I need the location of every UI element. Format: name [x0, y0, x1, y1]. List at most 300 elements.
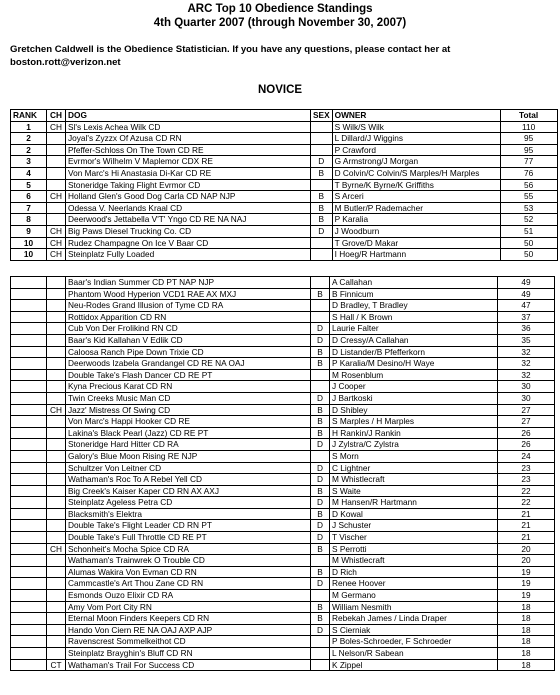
total-cell: 95 [500, 133, 557, 145]
total-cell: 30 [498, 381, 555, 393]
total-cell: 32 [498, 369, 555, 381]
rank-cell [11, 659, 47, 671]
table-row [11, 590, 555, 602]
owner-cell: G Armstrong/J Morgan [332, 156, 500, 168]
total-cell: 18 [498, 648, 555, 660]
ch-cell [47, 300, 66, 312]
rank-cell [11, 520, 47, 532]
rank-cell [11, 508, 47, 520]
sex-cell: B [311, 346, 330, 358]
rank-cell: 7 [11, 202, 47, 214]
owner-cell: D Listander/B Pfefferkorn [330, 346, 498, 358]
sex-cell [311, 648, 330, 660]
total-cell: 18 [498, 636, 555, 648]
rank-cell: 10 [11, 237, 47, 249]
owner-cell: J Cooper [330, 381, 498, 393]
ch-cell [47, 167, 66, 179]
table-row [11, 520, 555, 532]
owner-cell: B Finnicum [330, 288, 498, 300]
table-row [11, 543, 555, 555]
rank-cell: 2 [11, 133, 47, 145]
rank-cell [11, 601, 47, 613]
rank-cell [11, 311, 47, 323]
dog-cell: Steinplatz Ageless Petra CD [66, 497, 311, 509]
rank-cell [11, 288, 47, 300]
sex-cell: B [311, 191, 333, 203]
owner-cell: T Byrne/K Byrne/K Griffiths [332, 179, 500, 191]
owner-cell: Rebekah James / Linda Draper [330, 613, 498, 625]
total-cell: 20 [498, 555, 555, 567]
sex-cell: B [311, 485, 330, 497]
sex-cell: D [311, 334, 330, 346]
table-row [11, 659, 555, 671]
sex-cell: B [311, 613, 330, 625]
ch-cell [47, 381, 66, 393]
rank-cell [11, 497, 47, 509]
rank-cell [11, 648, 47, 660]
ch-cell [47, 648, 66, 660]
sex-cell: B [311, 202, 333, 214]
owner-cell: J Schuster [330, 520, 498, 532]
dog-cell: Amy Vom Port City RN [66, 601, 311, 613]
sex-cell [311, 369, 330, 381]
rank-cell [11, 369, 47, 381]
total-cell: 26 [498, 439, 555, 451]
sex-cell: B [311, 167, 333, 179]
table-row [11, 214, 558, 226]
dog-cell: Eternal Moon Finders Keepers CD RN [66, 613, 311, 625]
total-cell: 47 [498, 300, 555, 312]
table-row [11, 277, 555, 289]
sex-cell: B [311, 427, 330, 439]
sex-cell [311, 133, 333, 145]
sex-cell [311, 237, 333, 249]
rank-cell [11, 485, 47, 497]
dog-cell: Rudez Champagne On Ice V Baar CD [66, 237, 311, 249]
rank-cell: 3 [11, 156, 47, 168]
dog-cell: Sl's Lexis Achea Wilk CD [66, 121, 311, 133]
ch-cell: CH [47, 543, 66, 555]
dog-cell: Galory's Blue Moon Rising RE NJP [66, 450, 311, 462]
ch-cell [47, 334, 66, 346]
dog-cell: Blacksmith's Elektra [66, 508, 311, 520]
dog-cell: Phantom Wood Hyperion VCD1 RAE AX MXJ [66, 288, 311, 300]
sex-cell [311, 249, 333, 261]
table-row [11, 249, 558, 261]
ch-cell [47, 613, 66, 625]
total-cell: 50 [500, 237, 557, 249]
table-row [11, 334, 555, 346]
dog-cell: Twin Creeks Music Man CD [66, 392, 311, 404]
top-standings-table [10, 109, 558, 261]
total-cell: 21 [498, 520, 555, 532]
sex-cell: D [311, 532, 330, 544]
total-cell: 49 [498, 288, 555, 300]
owner-cell: T Grove/D Makar [332, 237, 500, 249]
rank-cell [11, 404, 47, 416]
owner-cell: D Shibley [330, 404, 498, 416]
sex-cell [311, 450, 330, 462]
dog-cell: Neu-Rodes Grand Illusion of Tyme CD RA [66, 300, 311, 312]
dog-cell: Big Creek's Kaiser Kaper CD RN AX AXJ [66, 485, 311, 497]
ch-cell [47, 277, 66, 289]
total-cell: 19 [498, 566, 555, 578]
owner-cell: S Waite [330, 485, 498, 497]
rank-cell [11, 300, 47, 312]
table-row [11, 323, 555, 335]
sex-cell [311, 311, 330, 323]
rank-cell: 4 [11, 167, 47, 179]
table-row [11, 133, 558, 145]
sex-cell: D [311, 497, 330, 509]
rank-cell [11, 346, 47, 358]
dog-cell: Double Take's Full Throttle CD RE PT [66, 532, 311, 544]
table-row [11, 202, 558, 214]
rank-cell [11, 450, 47, 462]
owner-cell: D Bradley, T Bradley [330, 300, 498, 312]
dog-cell: Stoneridge Taking Flight Evrmor CD [66, 179, 311, 191]
dog-cell: Pfeffer-Schloss On The Town CD RE [66, 144, 311, 156]
sex-cell: D [311, 474, 330, 486]
other-standings-table [10, 276, 555, 671]
owner-cell: K Zippel [330, 659, 498, 671]
table-row [11, 288, 555, 300]
dog-cell: Schonheit's Mocha Spice CD RA [66, 543, 311, 555]
ch-cell [47, 520, 66, 532]
total-cell: 21 [498, 508, 555, 520]
dog-cell: Stoneridge Hard Hitter CD RA [66, 439, 311, 451]
sex-cell: B [311, 404, 330, 416]
total-cell: 95 [500, 144, 557, 156]
total-cell: 22 [498, 485, 555, 497]
ch-cell [47, 323, 66, 335]
owner-cell: Renee Hoover [330, 578, 498, 590]
total-cell: 30 [498, 392, 555, 404]
col-owner-header: OWNER [332, 110, 500, 122]
table-row [11, 121, 558, 133]
total-cell: 110 [500, 121, 557, 133]
ch-cell [47, 358, 66, 370]
ch-cell: CH [47, 237, 66, 249]
rank-cell [11, 543, 47, 555]
owner-cell: M Germano [330, 590, 498, 602]
owner-cell: S Arceri [332, 191, 500, 203]
ch-cell: CT [47, 659, 66, 671]
owner-cell: M Whistlecraft [330, 555, 498, 567]
table-row [11, 508, 555, 520]
total-cell: 23 [498, 474, 555, 486]
rank-cell [11, 590, 47, 602]
owner-cell: J Bartkoski [330, 392, 498, 404]
total-cell: 27 [498, 416, 555, 428]
rank-cell [11, 636, 47, 648]
total-cell: 32 [498, 358, 555, 370]
owner-cell: D Cressy/A Callahan [330, 334, 498, 346]
owner-cell: Laurie Falter [330, 323, 498, 335]
rank-cell [11, 439, 47, 451]
dog-cell: Cammcastle's Art Thou Zane CD RN [66, 578, 311, 590]
owner-cell: M Butler/P Rademacher [332, 202, 500, 214]
table-header-row [11, 110, 558, 122]
total-cell: 52 [500, 214, 557, 226]
owner-cell: P Karalia [332, 214, 500, 226]
ch-cell: CH [47, 225, 66, 237]
table-row [11, 450, 555, 462]
ch-cell [47, 474, 66, 486]
sex-cell [311, 300, 330, 312]
sex-cell [311, 179, 333, 191]
dog-cell: Von Marc's Happi Hooker CD RE [66, 416, 311, 428]
rank-cell [11, 578, 47, 590]
owner-cell: D Colvin/C Colvin/S Marples/H Marples [332, 167, 500, 179]
ch-cell [47, 508, 66, 520]
table-row [11, 532, 555, 544]
dog-cell: Deerwoods Izabela Grandangel CD RE NA OAJ [66, 358, 311, 370]
dog-cell: Von Marc's Hi Anastasia Di-Kar CD RE [66, 167, 311, 179]
owner-cell: M Hansen/R Hartmann [330, 497, 498, 509]
ch-cell [47, 392, 66, 404]
table-row [11, 624, 555, 636]
dog-cell: Joyal's Zyzzx Of Azusa CD RN [66, 133, 311, 145]
dog-cell: Rottidox Apparition CD RN [66, 311, 311, 323]
total-cell: 35 [498, 334, 555, 346]
total-cell: 27 [498, 404, 555, 416]
table-row [11, 369, 555, 381]
owner-cell: William Nesmith [330, 601, 498, 613]
sex-cell: B [311, 601, 330, 613]
dog-cell: Deerwood's Jettabella V'T' Yngo CD RE NA NAJ [66, 214, 311, 226]
owner-cell: M Rosenblum [330, 369, 498, 381]
dog-cell: Cub Von Der Frolikind RN CD [66, 323, 311, 335]
table-row [11, 381, 555, 393]
sex-cell: B [311, 508, 330, 520]
owner-cell: A Callahan [330, 277, 498, 289]
rank-cell [11, 392, 47, 404]
table-row [11, 636, 555, 648]
table-row [11, 555, 555, 567]
dog-cell: Big Paws Diesel Trucking Co. CD [66, 225, 311, 237]
rank-cell: 1 [11, 121, 47, 133]
owner-cell: J Woodburn [332, 225, 500, 237]
sex-cell: D [311, 520, 330, 532]
total-cell: 49 [498, 277, 555, 289]
rank-cell: 5 [11, 179, 47, 191]
rank-cell: 8 [11, 214, 47, 226]
table-row [11, 237, 558, 249]
sex-cell: D [311, 156, 333, 168]
owner-cell: J Zylstra/C Zylstra [330, 439, 498, 451]
rank-cell [11, 416, 47, 428]
ch-cell [47, 636, 66, 648]
table-row [11, 191, 558, 203]
sex-cell [311, 144, 333, 156]
sex-cell [311, 121, 333, 133]
dog-cell: Steinplatz Brayghin's Bluff CD RN [66, 648, 311, 660]
sex-cell [311, 590, 330, 602]
owner-cell: D Kowal [330, 508, 498, 520]
ch-cell [47, 590, 66, 602]
total-cell: 56 [500, 179, 557, 191]
rank-cell [11, 532, 47, 544]
ch-cell: CH [47, 191, 66, 203]
dog-cell: Caloosa Ranch Pipe Down Trixie CD [66, 346, 311, 358]
sex-cell [311, 555, 330, 567]
table-row [11, 474, 555, 486]
ch-cell [47, 416, 66, 428]
total-cell: 77 [500, 156, 557, 168]
rank-cell [11, 427, 47, 439]
sex-cell: B [311, 416, 330, 428]
dog-cell: Double Take's Flash Dancer CD RE PT [66, 369, 311, 381]
sex-cell: B [311, 288, 330, 300]
table-row [11, 427, 555, 439]
rank-cell: 10 [11, 249, 47, 261]
total-cell: 23 [498, 462, 555, 474]
sex-cell [311, 636, 330, 648]
total-cell: 50 [500, 249, 557, 261]
table-row [11, 416, 555, 428]
rank-cell [11, 277, 47, 289]
total-cell: 18 [498, 659, 555, 671]
ch-cell: CH [47, 249, 66, 261]
total-cell: 21 [498, 532, 555, 544]
sex-cell [311, 277, 330, 289]
sex-cell: D [311, 439, 330, 451]
total-cell: 37 [498, 311, 555, 323]
owner-cell: P Karalia/M Desino/H Waye [330, 358, 498, 370]
rank-cell [11, 462, 47, 474]
dog-cell: Lakina's Black Pearl (Jazz) CD RE PT [66, 427, 311, 439]
total-cell: 76 [500, 167, 557, 179]
table-row [11, 578, 555, 590]
ch-cell [47, 566, 66, 578]
ch-cell [47, 497, 66, 509]
sex-cell: D [311, 225, 333, 237]
dog-cell: Wathaman's Trainwrek O Trouble CD [66, 555, 311, 567]
owner-cell: P Boles-Schroeder, F Schroeder [330, 636, 498, 648]
owner-cell: S Hall / K Brown [330, 311, 498, 323]
owner-cell: S Cierniak [330, 624, 498, 636]
dog-cell: Alumas Wakira Von Evman CD RN [66, 566, 311, 578]
total-cell: 18 [498, 613, 555, 625]
ch-cell [47, 450, 66, 462]
ch-cell [47, 346, 66, 358]
sex-cell [311, 381, 330, 393]
sex-cell: B [311, 543, 330, 555]
sex-cell: D [311, 392, 330, 404]
intro-text: Gretchen Caldwell is the Obedience Statistician. If you have any questions, please contact her at boston.rott@verizon.net [10, 44, 451, 68]
table-row [11, 613, 555, 625]
rank-cell [11, 613, 47, 625]
total-cell: 20 [498, 543, 555, 555]
ch-cell [47, 214, 66, 226]
total-cell: 26 [498, 427, 555, 439]
table-row [11, 392, 555, 404]
dog-cell: Kyna Precious Karat CD RN [66, 381, 311, 393]
total-cell: 19 [498, 590, 555, 602]
table-row [11, 300, 555, 312]
table-row [11, 497, 555, 509]
rank-cell [11, 358, 47, 370]
ch-cell: CH [47, 404, 66, 416]
total-cell: 36 [498, 323, 555, 335]
sex-cell: B [311, 358, 330, 370]
rank-cell [11, 555, 47, 567]
sex-cell: B [311, 566, 330, 578]
sex-cell [311, 659, 330, 671]
dog-cell: Ravenscrest Sommelkeithot CD [66, 636, 311, 648]
dog-cell: Baar's Kid Kallahan V Edlik CD [66, 334, 311, 346]
ch-cell [47, 532, 66, 544]
table-row [11, 358, 555, 370]
owner-cell: T Vischer [330, 532, 498, 544]
rank-cell: 6 [11, 191, 47, 203]
dog-cell: Holland Glen's Good Dog Carla CD NAP NJP [66, 191, 311, 203]
col-sex-header: SEX [311, 110, 333, 122]
table-row [11, 404, 555, 416]
ch-cell [47, 462, 66, 474]
sex-cell: D [311, 323, 330, 335]
table-row [11, 225, 558, 237]
total-cell: 22 [498, 497, 555, 509]
ch-cell [47, 485, 66, 497]
total-cell: 18 [498, 601, 555, 613]
owner-cell: L Dillard/J Wiggins [332, 133, 500, 145]
ch-cell [47, 369, 66, 381]
ch-cell [47, 624, 66, 636]
ch-cell [47, 439, 66, 451]
owner-cell: I Hoeg/R Hartmann [332, 249, 500, 261]
total-cell: 24 [498, 450, 555, 462]
owner-cell: S Perrotti [330, 543, 498, 555]
rank-cell: 2 [11, 144, 47, 156]
table-row [11, 566, 555, 578]
dog-cell: Jazz' Mistress Of Swing CD [66, 404, 311, 416]
total-cell: 18 [498, 624, 555, 636]
dog-cell: Schultzer Von Leitner CD [66, 462, 311, 474]
dog-cell: Esmonds Ouzo Elixir CD RA [66, 590, 311, 602]
rank-cell: 9 [11, 225, 47, 237]
ch-cell [47, 288, 66, 300]
table-row [11, 167, 558, 179]
ch-cell [47, 179, 66, 191]
owner-cell: S Marples / H Marples [330, 416, 498, 428]
ch-cell [47, 427, 66, 439]
total-cell: 51 [500, 225, 557, 237]
table-row [11, 648, 555, 660]
table-row [11, 462, 555, 474]
ch-cell [47, 144, 66, 156]
page-title: ARC Top 10 Obedience Standings [187, 3, 373, 15]
total-cell: 55 [500, 191, 557, 203]
dog-cell: Steinplatz Fully Loaded [66, 249, 311, 261]
owner-cell: D Rich [330, 566, 498, 578]
ch-cell [47, 133, 66, 145]
col-rank-header: RANK [11, 110, 47, 122]
section-heading: NOVICE [257, 84, 303, 96]
table-row [11, 156, 558, 168]
ch-cell [47, 311, 66, 323]
dog-cell: Baar's Indian Summer CD PT NAP NJP [66, 277, 311, 289]
ch-cell: CH [47, 121, 66, 133]
owner-cell: S Morn [330, 450, 498, 462]
total-cell: 32 [498, 346, 555, 358]
col-dog-header: DOG [66, 110, 311, 122]
total-cell: 53 [500, 202, 557, 214]
table-row [11, 601, 555, 613]
rank-cell [11, 474, 47, 486]
table-row [11, 485, 555, 497]
